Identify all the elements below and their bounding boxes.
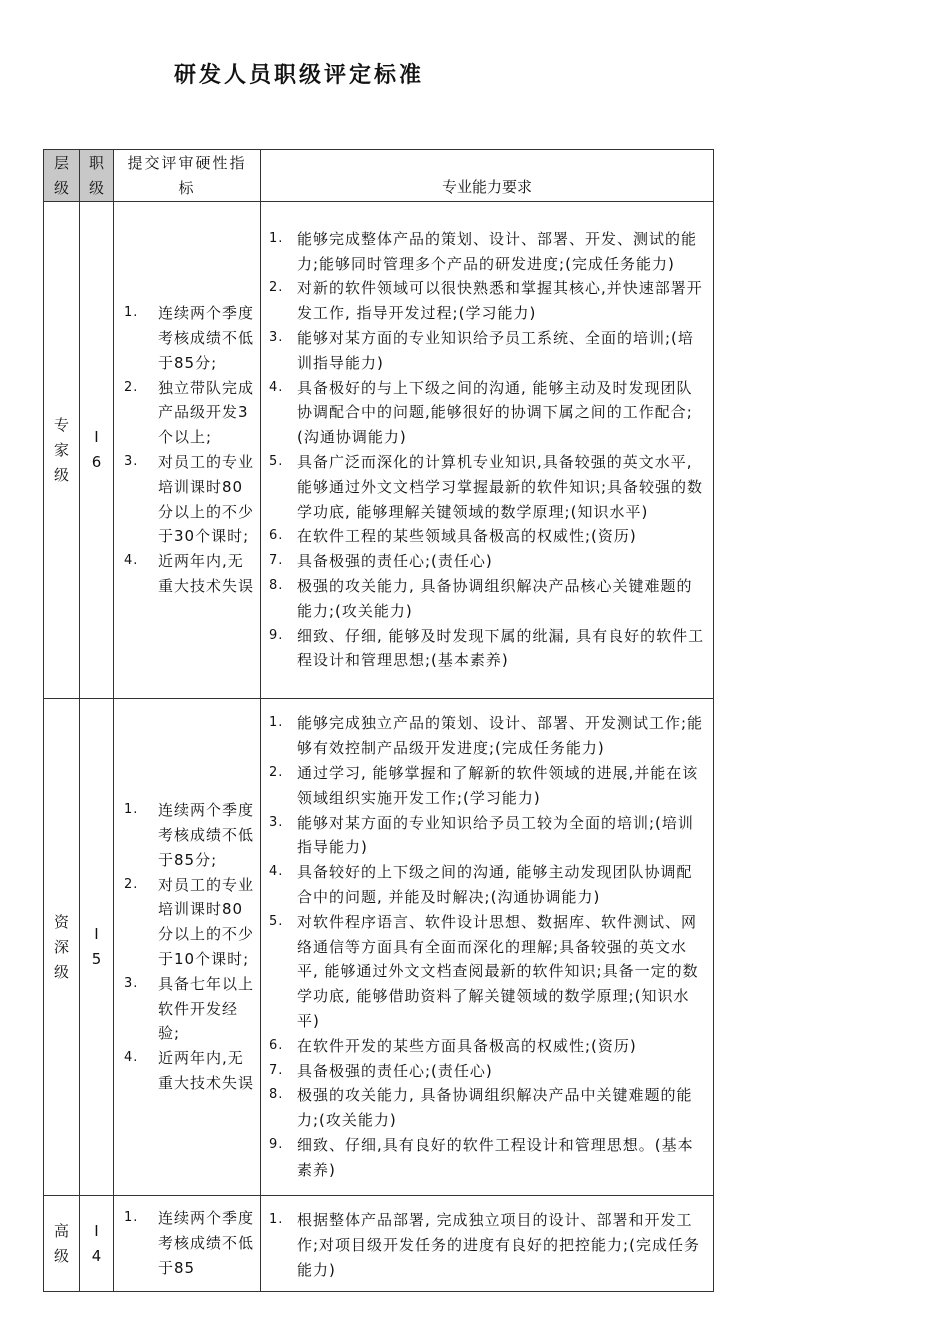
rank-standards-table xyxy=(43,149,714,1292)
criteria-cell xyxy=(114,1196,261,1292)
table-row xyxy=(44,1196,714,1292)
list-item: 3. 对员工的专业培训课时80分以上的不少于30个课时; xyxy=(124,453,255,546)
table-row xyxy=(44,202,714,699)
list-item: 4. 具备极好的与上下级之间的沟通, 能够主动及时发现团队协调配合中的问题,能够很好的协调下属之间的工作配合;(沟通协调能力) xyxy=(269,378,693,447)
list-item: 1. 连续两个季度考核成绩不低于85分; xyxy=(124,304,255,372)
requirements-cell xyxy=(261,202,714,699)
grade-cell: I6 xyxy=(80,202,114,699)
list-item: 2. 对员工的专业培训课时80分以上的不少于10个课时; xyxy=(124,875,255,968)
list-item: 9. 细致、仔细,具有良好的软件工程设计和管理思想。(基本素养) xyxy=(269,1135,694,1179)
level-cell: 资深级 xyxy=(44,699,80,1196)
list-item: 2. 独立带队完成产品级开发3个以上; xyxy=(124,378,255,447)
list-item: 4. 近两年内,无重大技术失误 xyxy=(124,1049,255,1092)
list-item: 5. 对软件程序语言、软件设计思想、数据库、软件测试、网络通信等方面具有全面而深化的理解;具备较强的英文水平, 能够通过外文文档查阅最新的软件知识;具备一定的数学功底, 能够借助资料了解关键领域的数学原理;(知识水平) xyxy=(269,912,699,1030)
list-item: 1. 连续两个季度考核成绩不低于85 xyxy=(124,1209,255,1277)
list-item: 6. 在软件工程的某些领域具备极高的权威性;(资历) xyxy=(269,527,637,546)
grade-cell: I5 xyxy=(80,699,114,1196)
list-item: 8. 极强的攻关能力, 具备协调组织解决产品中关键难题的能力;(攻关能力) xyxy=(269,1086,693,1130)
list-item: 4. 具备较好的上下级之间的沟通, 能够主动发现团队协调配合中的问题, 并能及时解决;(沟通协调能力) xyxy=(269,863,693,906)
list-item: 2. 对新的软件领域可以很快熟悉和掌握其核心,并快速部署开发工作, 指导开发过程;(学习能力) xyxy=(269,279,703,323)
list-item: 7. 具备极强的责任心;(责任心) xyxy=(269,1061,493,1080)
list-item: 8. 极强的攻关能力, 具备协调组织解决产品核心关键难题的能力;(攻关能力) xyxy=(269,576,693,620)
level-cell: 高级 xyxy=(44,1196,80,1292)
header-grade: 职级 xyxy=(80,150,114,202)
level-cell: 专家级 xyxy=(44,202,80,699)
requirements-cell xyxy=(261,1196,714,1292)
list-item: 9. 细致、仔细, 能够及时发现下属的纰漏, 具有良好的软件工程设计和管理思想;(基本素养) xyxy=(269,626,705,670)
table-header-row xyxy=(44,150,714,202)
list-item: 1. 能够完成独立产品的策划、设计、部署、开发测试工作;能够有效控制产品级开发进度;(完成任务能力) xyxy=(269,714,704,758)
page-title: 研发人员职级评定标准 xyxy=(174,63,425,88)
list-item: 7. 具备极强的责任心;(责任心) xyxy=(269,552,493,571)
list-item: 3. 具备七年以上软件开发经验; xyxy=(124,974,255,1043)
requirements-cell xyxy=(261,699,714,1196)
criteria-cell xyxy=(114,699,261,1196)
header-level: 层级 xyxy=(44,150,80,202)
criteria-cell xyxy=(114,202,261,699)
header-requirements: 专业能力要求 xyxy=(261,150,714,202)
list-item: 3. 能够对某方面的专业知识给予员工较为全面的培训;(培训指导能力) xyxy=(269,813,694,857)
list-item: 1. 能够完成整体产品的策划、设计、部署、开发、测试的能力;能够同时管理多个产品的研发进度;(完成任务能力) xyxy=(269,229,698,273)
list-item: 1. 连续两个季度考核成绩不低于85分; xyxy=(124,801,255,869)
grade-cell: I4 xyxy=(80,1196,114,1292)
list-item: 6. 在软件开发的某些方面具备极高的权威性;(资历) xyxy=(269,1036,637,1055)
table-row xyxy=(44,699,714,1196)
header-criteria: 提交评审硬性指标 xyxy=(114,150,261,202)
list-item: 1. 根据整体产品部署, 完成独立项目的设计、部署和开发工作;对项目级开发任务的进度有良好的把控能力;(完成任务能力) xyxy=(269,1211,700,1279)
list-item: 5. 具备广泛而深化的计算机专业知识,具备较强的英文水平, 能够通过外文文档学习掌握最新的软件知识;具备较强的数学功底, 能够理解关键领域的数学原理;(知识水平) xyxy=(269,453,704,521)
list-item: 2. 通过学习, 能够掌握和了解新的软件领域的进展,并能在该领域组织实施开发工作;(学习能力) xyxy=(269,764,699,807)
list-item: 3. 能够对某方面的专业知识给予员工系统、全面的培训;(培训指导能力) xyxy=(269,329,694,372)
list-item: 4. 近两年内,无重大技术失误 xyxy=(124,552,255,595)
